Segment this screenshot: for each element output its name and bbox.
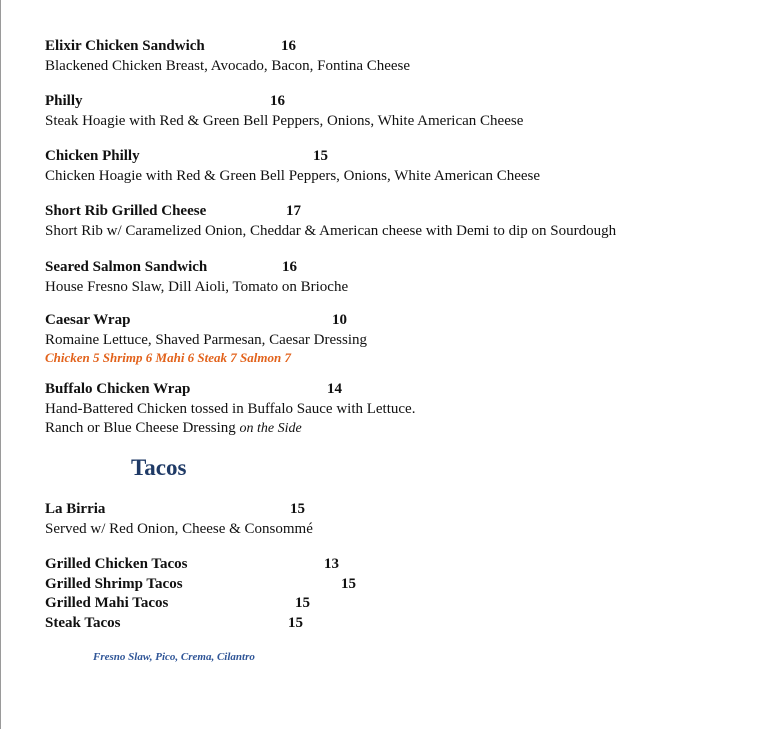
item-name-caesar-wrap: Caesar Wrap: [45, 312, 131, 328]
caesar-wrap-addons: Chicken 5 Shrimp 6 Mahi 6 Steak 7 Salmon 7: [45, 350, 291, 365]
item-name-chicken-philly: Chicken Philly: [45, 148, 140, 164]
item-desc-chicken-philly: Chicken Hoagie with Red & Green Bell Peppers, Onions, White American Cheese: [45, 168, 541, 184]
on-the-side-text: on the Side: [239, 421, 302, 436]
item-price-elixir-chicken-sandwich: 16: [281, 38, 296, 54]
item-name-steak-tacos: Steak Tacos: [45, 615, 121, 631]
item-name-seared-salmon-sandwich: Seared Salmon Sandwich: [45, 259, 208, 275]
item-desc-philly: Steak Hoagie with Red & Green Bell Peppers, Onions, White American Cheese: [45, 113, 524, 129]
item-name-elixir-chicken-sandwich: Elixir Chicken Sandwich: [45, 38, 205, 54]
item-desc-la-birria: Served w/ Red Onion, Cheese & Consommé: [45, 521, 313, 537]
item-desc-seared-salmon-sandwich: House Fresno Slaw, Dill Aioli, Tomato on Brioche: [45, 279, 349, 295]
item-price-chicken-philly: 15: [313, 148, 328, 164]
item-price-short-rib-grilled-cheese: 17: [286, 203, 301, 219]
item-desc-short-rib-grilled-cheese: Short Rib w/ Caramelized Onion, Cheddar & American cheese with Demi to dip on Sourdough: [45, 223, 617, 239]
item-price-grilled-shrimp-tacos: 15: [341, 576, 356, 592]
item-desc-elixir-chicken-sandwich: Blackened Chicken Breast, Avocado, Bacon, Fontina Cheese: [45, 58, 411, 74]
section-title-tacos: Tacos: [131, 455, 187, 480]
tacos-toppings-note: Fresno Slaw, Pico, Crema, Cilantro: [93, 651, 255, 663]
item-price-la-birria: 15: [290, 501, 305, 517]
item-price-grilled-chicken-tacos: 13: [324, 556, 339, 572]
item-name-grilled-mahi-tacos: Grilled Mahi Tacos: [45, 595, 169, 611]
item-name-buffalo-chicken-wrap: Buffalo Chicken Wrap: [45, 381, 191, 397]
dressing-text: Ranch or Blue Cheese Dressing: [45, 420, 236, 436]
item-price-caesar-wrap: 10: [332, 312, 347, 328]
item-desc-caesar-wrap: Romaine Lettuce, Shaved Parmesan, Caesar Dressing: [45, 332, 367, 348]
item-name-grilled-shrimp-tacos: Grilled Shrimp Tacos: [45, 576, 183, 592]
item-name-philly: Philly: [45, 93, 83, 109]
item-price-philly: 16: [270, 93, 285, 109]
item-price-grilled-mahi-tacos: 15: [295, 595, 310, 611]
item-name-short-rib-grilled-cheese: Short Rib Grilled Cheese: [45, 203, 207, 219]
item-name-la-birria: La Birria: [45, 501, 106, 517]
item-desc-buffalo-chicken-wrap: Hand-Battered Chicken tossed in Buffalo Sauce with Lettuce.: [45, 401, 416, 417]
item-name-grilled-chicken-tacos: Grilled Chicken Tacos: [45, 556, 188, 572]
item-price-seared-salmon-sandwich: 16: [282, 259, 297, 275]
page-left-border: [0, 0, 1, 729]
item-price-buffalo-chicken-wrap: 14: [327, 381, 342, 397]
item-price-steak-tacos: 15: [288, 615, 303, 631]
item-desc2-buffalo-chicken-wrap: [45, 420, 302, 437]
